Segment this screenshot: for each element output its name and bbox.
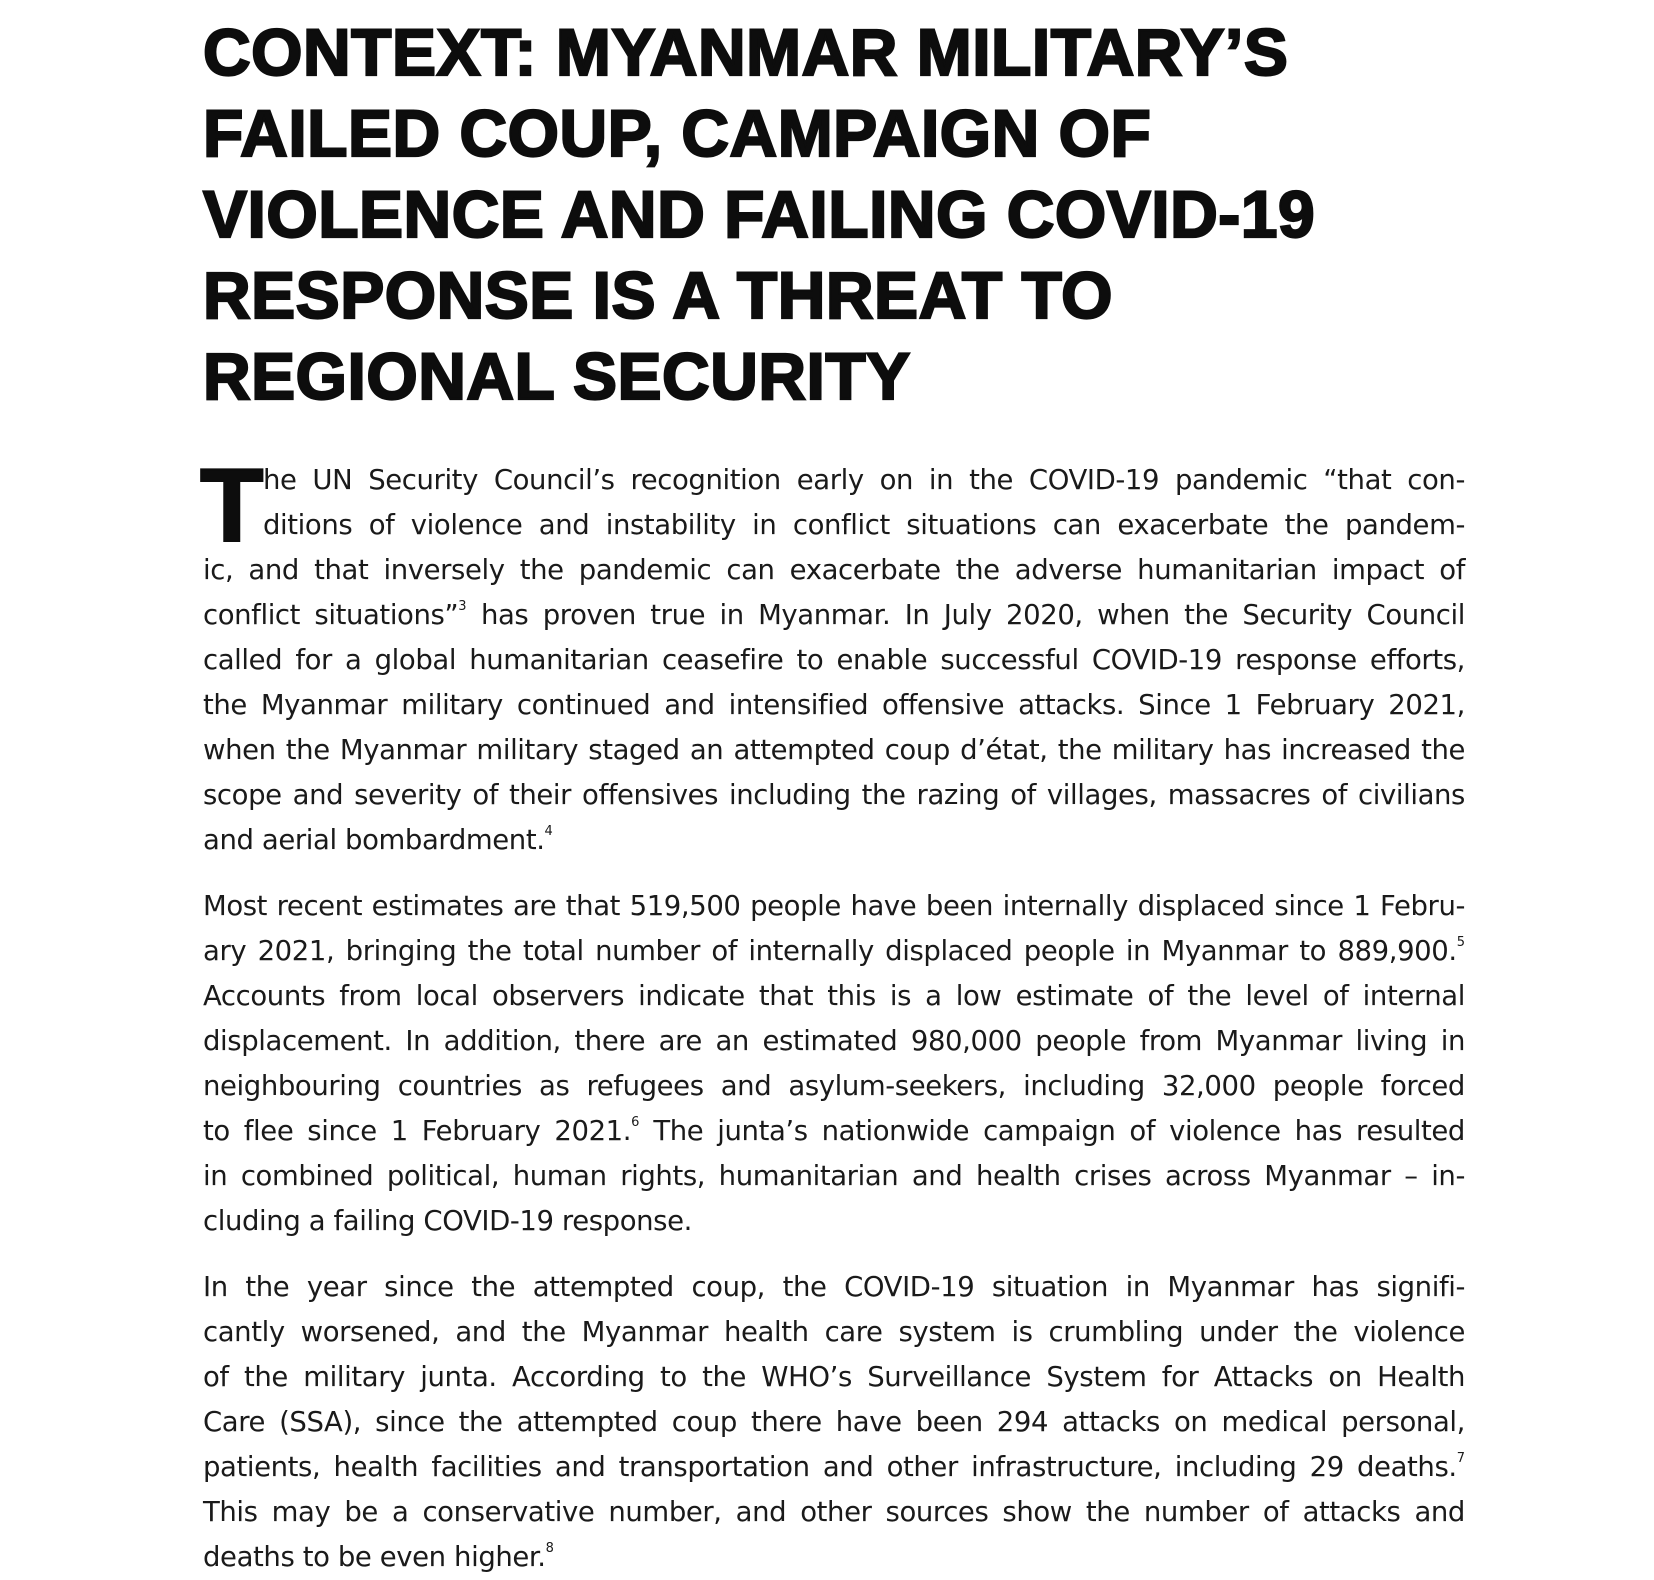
paragraph-3 <box>203 1265 1465 1580</box>
footnote-ref: 6 <box>631 1115 640 1130</box>
text-fragment: and aerial bombardment. <box>203 824 545 856</box>
text-line: In the year since the attempted coup, the COVID-19 situation in Myanmar has signifi- <box>203 1271 1465 1303</box>
footnote-ref: 7 <box>1456 1451 1465 1466</box>
footnote-ref: 3 <box>458 599 467 614</box>
text-fragment: The junta’s nationwide campaign of violence has resulted <box>639 1115 1465 1147</box>
paragraph-2 <box>203 884 1465 1244</box>
text-line: Accounts from local observers indicate that this is a low estimate of the level of internal <box>203 980 1465 1012</box>
title-line: VIOLENCE AND FAILING COVID-19 <box>203 177 1316 251</box>
text-line: cluding a failing COVID-19 response. <box>203 1205 692 1237</box>
document-page <box>200 12 1466 1573</box>
text-line: scope and severity of their offensives including the razing of villages, massacres of civilians <box>203 779 1465 811</box>
title-line: CONTEXT: MYANMAR MILITARY’S <box>203 15 1289 89</box>
text-line: ditions of violence and instability in conflict situations can exacerbate the pandem- <box>263 509 1465 541</box>
paragraph-1 <box>200 448 1466 863</box>
text-fragment: patients, health facilities and transportation and other infrastructure, including 29 deaths. <box>203 1451 1457 1483</box>
text-line: cantly worsened, and the Myanmar health care system is crumbling under the violence <box>203 1316 1465 1348</box>
text-line: in combined political, human rights, humanitarian and health crises across Myanmar – in- <box>203 1160 1465 1192</box>
footnote-ref: 4 <box>544 824 553 839</box>
footnote-ref: 8 <box>545 1541 554 1556</box>
text-fragment: has proven true in Myanmar. In July 2020, when the Security Council <box>466 599 1466 631</box>
page-title <box>203 12 1465 417</box>
text-line <box>203 929 1465 974</box>
text-line <box>203 1535 1465 1580</box>
text-line <box>203 593 1465 638</box>
text-line: called for a global humanitarian ceasefire to enable successful COVID-19 response efforts, <box>203 644 1465 676</box>
title-line: REGIONAL SECURITY <box>203 339 911 413</box>
text-line: Most recent estimates are that 519,500 people have been internally displaced since 1 Febru- <box>203 890 1465 922</box>
text-line: displacement. In addition, there are an estimated 980,000 people from Myanmar living in <box>203 1025 1465 1057</box>
footnote-ref: 5 <box>1456 935 1465 950</box>
title-line: FAILED COUP, CAMPAIGN OF <box>203 96 1152 170</box>
text-line: ic, and that inversely the pandemic can exacerbate the adverse humanitarian impact of <box>203 554 1465 586</box>
text-line: neighbouring countries as refugees and asylum-seekers, including 32,000 people forced <box>203 1070 1465 1102</box>
text-line: he UN Security Council’s recognition early on in the COVID-19 pandemic “that con- <box>263 464 1465 496</box>
text-line <box>203 1445 1465 1490</box>
text-line: Care (SSA), since the attempted coup there have been 294 attacks on medical personal, <box>203 1406 1465 1438</box>
text-line: This may be a conservative number, and other sources show the number of attacks and <box>203 1496 1465 1528</box>
text-line: of the military junta. According to the WHO’s Surveillance System for Attacks on Health <box>203 1361 1465 1393</box>
text-fragment: ary 2021, bringing the total number of internally displaced people in Myanmar to 889,900. <box>203 935 1457 967</box>
title-line: RESPONSE IS A THREAT TO <box>203 258 1113 332</box>
drop-cap: T <box>200 448 264 564</box>
text-fragment: to flee since 1 February 2021. <box>203 1115 632 1147</box>
body-text <box>200 448 1466 1580</box>
text-line <box>203 818 1465 863</box>
text-fragment: deaths to be even higher. <box>203 1541 546 1573</box>
text-line <box>203 1109 1465 1154</box>
text-line: when the Myanmar military staged an attempted coup d’état, the military has increased the <box>203 734 1465 766</box>
text-fragment: conflict situations” <box>203 599 459 631</box>
text-line: the Myanmar military continued and intensified offensive attacks. Since 1 February 2021, <box>203 689 1465 721</box>
